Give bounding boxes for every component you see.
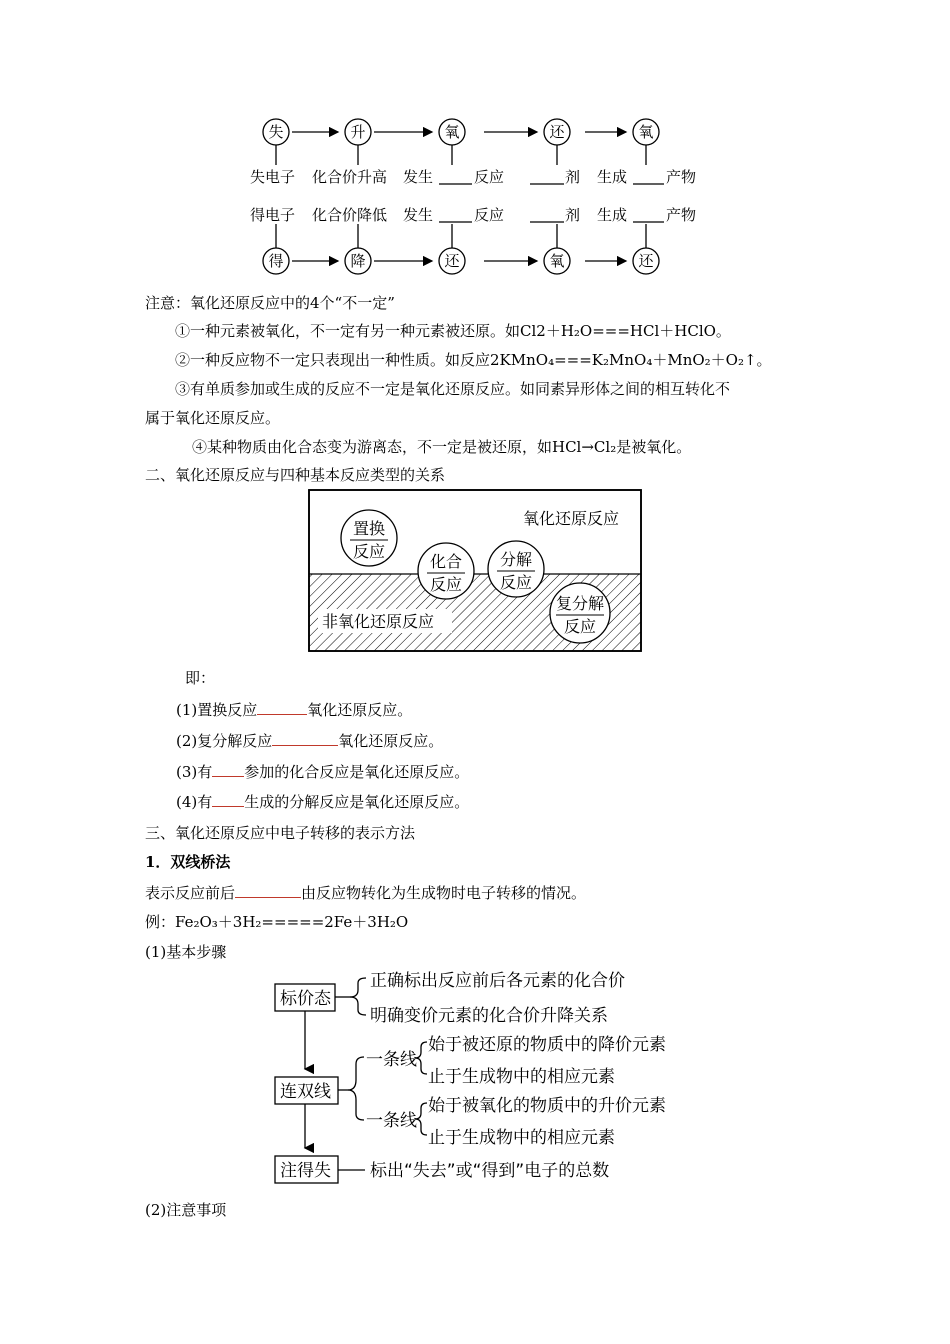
double-bridge-desc: 表示反应前后 由反应物转化为生成物时电子转移的情况。 <box>145 884 587 902</box>
svg-text:一条线: 一条线 <box>366 1111 417 1131</box>
svg-text:反应: 反应 <box>474 168 505 186</box>
svg-text:止于生成物中的相应元素: 止于生成物中的相应元素 <box>428 1067 615 1087</box>
svg-text:得电子: 得电子 <box>250 206 296 224</box>
svg-text:始于被还原的物质中的降价元素: 始于被还原的物质中的降价元素 <box>428 1035 666 1055</box>
svg-text:反应: 反应 <box>352 542 386 561</box>
ji-label: 即： <box>185 669 216 687</box>
svg-text:明确变价元素的化合价升降关系: 明确变价元素的化合价升降关系 <box>370 1006 608 1026</box>
svg-text:反应: 反应 <box>474 206 505 224</box>
note-item-3b: 属于氧化还原反应。 <box>145 409 281 427</box>
svg-text:复分解: 复分解 <box>555 594 605 613</box>
svg-text:标价态: 标价态 <box>280 989 331 1009</box>
svg-text:反应: 反应 <box>563 617 597 636</box>
section3-title: 三、氧化还原反应中电子转移的表示方法 <box>145 824 416 842</box>
note-item-2: ②一种反应物不一定只表现出一种性质。如反应2KMnO₄===K₂MnO₄＋MnO₂＋O₂↑。 <box>175 351 772 369</box>
svg-text:标出“失去”或“得到”电子的总数: 标出“失去”或“得到”电子的总数 <box>370 1161 610 1181</box>
svg-text:产物: 产物 <box>666 168 697 186</box>
svg-text:注得失: 注得失 <box>280 1161 331 1181</box>
svg-text:氧: 氧 <box>444 123 460 141</box>
svg-text:置换: 置换 <box>352 519 386 538</box>
svg-text:氧: 氧 <box>549 252 565 270</box>
svg-text:分解: 分解 <box>499 550 533 569</box>
steps-title: (1)基本步骤 <box>145 943 227 961</box>
notes-title: (2)注意事项 <box>145 1201 227 1219</box>
svg-text:正确标出反应前后各元素的化合价: 正确标出反应前后各元素的化合价 <box>370 971 625 991</box>
svg-text:还: 还 <box>549 123 565 141</box>
svg-text:化合: 化合 <box>429 552 463 571</box>
answer-blank-3[interactable] <box>212 762 244 777</box>
svg-text:氧化还原反应: 氧化还原反应 <box>523 509 620 528</box>
example-equation: 例：Fe₂O₃＋3H₂=====2Fe＋3H₂O <box>145 913 409 931</box>
answer-blank-4[interactable] <box>212 792 244 807</box>
double-bridge-heading: 1．双线桥法 <box>145 853 231 871</box>
section2-title: 二、氧化还原反应与四种基本反应类型的关系 <box>145 466 446 484</box>
steps-diagram <box>270 966 690 1190</box>
svg-text:失电子: 失电子 <box>250 168 296 186</box>
answer-blank-2[interactable] <box>272 731 338 746</box>
svg-text:氧: 氧 <box>638 123 654 141</box>
question-2: (2)复分解反应 氧化还原反应。 <box>176 732 444 750</box>
top-circle-1: 失 <box>268 123 284 141</box>
question-4: (4)有 生成的分解反应是氧化还原反应。 <box>176 793 470 811</box>
svg-text:非氧化还原反应: 非氧化还原反应 <box>322 612 435 631</box>
svg-text:发生: 发生 <box>403 206 434 224</box>
svg-text:还: 还 <box>444 252 460 270</box>
redox-flow-diagram <box>240 110 720 280</box>
answer-blank-5[interactable] <box>235 883 301 898</box>
svg-text:化合价降低: 化合价降低 <box>312 206 388 224</box>
svg-text:反应: 反应 <box>429 575 463 594</box>
svg-text:生成: 生成 <box>597 168 628 186</box>
svg-text:剂: 剂 <box>565 168 581 186</box>
svg-text:始于被氧化的物质中的升价元素: 始于被氧化的物质中的升价元素 <box>428 1096 666 1116</box>
svg-text:反应: 反应 <box>499 573 533 592</box>
svg-text:产物: 产物 <box>666 206 697 224</box>
answer-blank-1[interactable] <box>257 700 307 715</box>
svg-text:剂: 剂 <box>565 206 581 224</box>
svg-text:一条线: 一条线 <box>366 1050 417 1070</box>
svg-text:生成: 生成 <box>597 206 628 224</box>
svg-text:发生: 发生 <box>403 168 434 186</box>
note-item-4: ④某种物质由化合态变为游离态，不一定是被还原，如HCl→Cl₂是被氧化。 <box>192 438 692 456</box>
note-title: 注意：氧化还原反应中的4个“不一定” <box>145 294 395 312</box>
svg-text:化合价升高: 化合价升高 <box>312 168 388 186</box>
note-item-1: ①一种元素被氧化，不一定有另一种元素被还原。如Cl2＋H₂O===HCl＋HClO。 <box>175 322 731 340</box>
svg-text:升: 升 <box>350 123 366 141</box>
question-1: (1)置换反应 氧化还原反应。 <box>176 701 413 719</box>
svg-text:连双线: 连双线 <box>280 1082 331 1102</box>
svg-text:止于生成物中的相应元素: 止于生成物中的相应元素 <box>428 1128 615 1148</box>
svg-text:还: 还 <box>638 252 654 270</box>
question-3: (3)有 参加的化合反应是氧化还原反应。 <box>176 763 470 781</box>
svg-text:降: 降 <box>350 252 366 270</box>
svg-text:得: 得 <box>268 252 284 270</box>
note-item-3a: ③有单质参加或生成的反应不一定是氧化还原反应。如同素异形体之间的相互转化不 <box>175 380 731 398</box>
reaction-types-diagram <box>308 489 642 652</box>
